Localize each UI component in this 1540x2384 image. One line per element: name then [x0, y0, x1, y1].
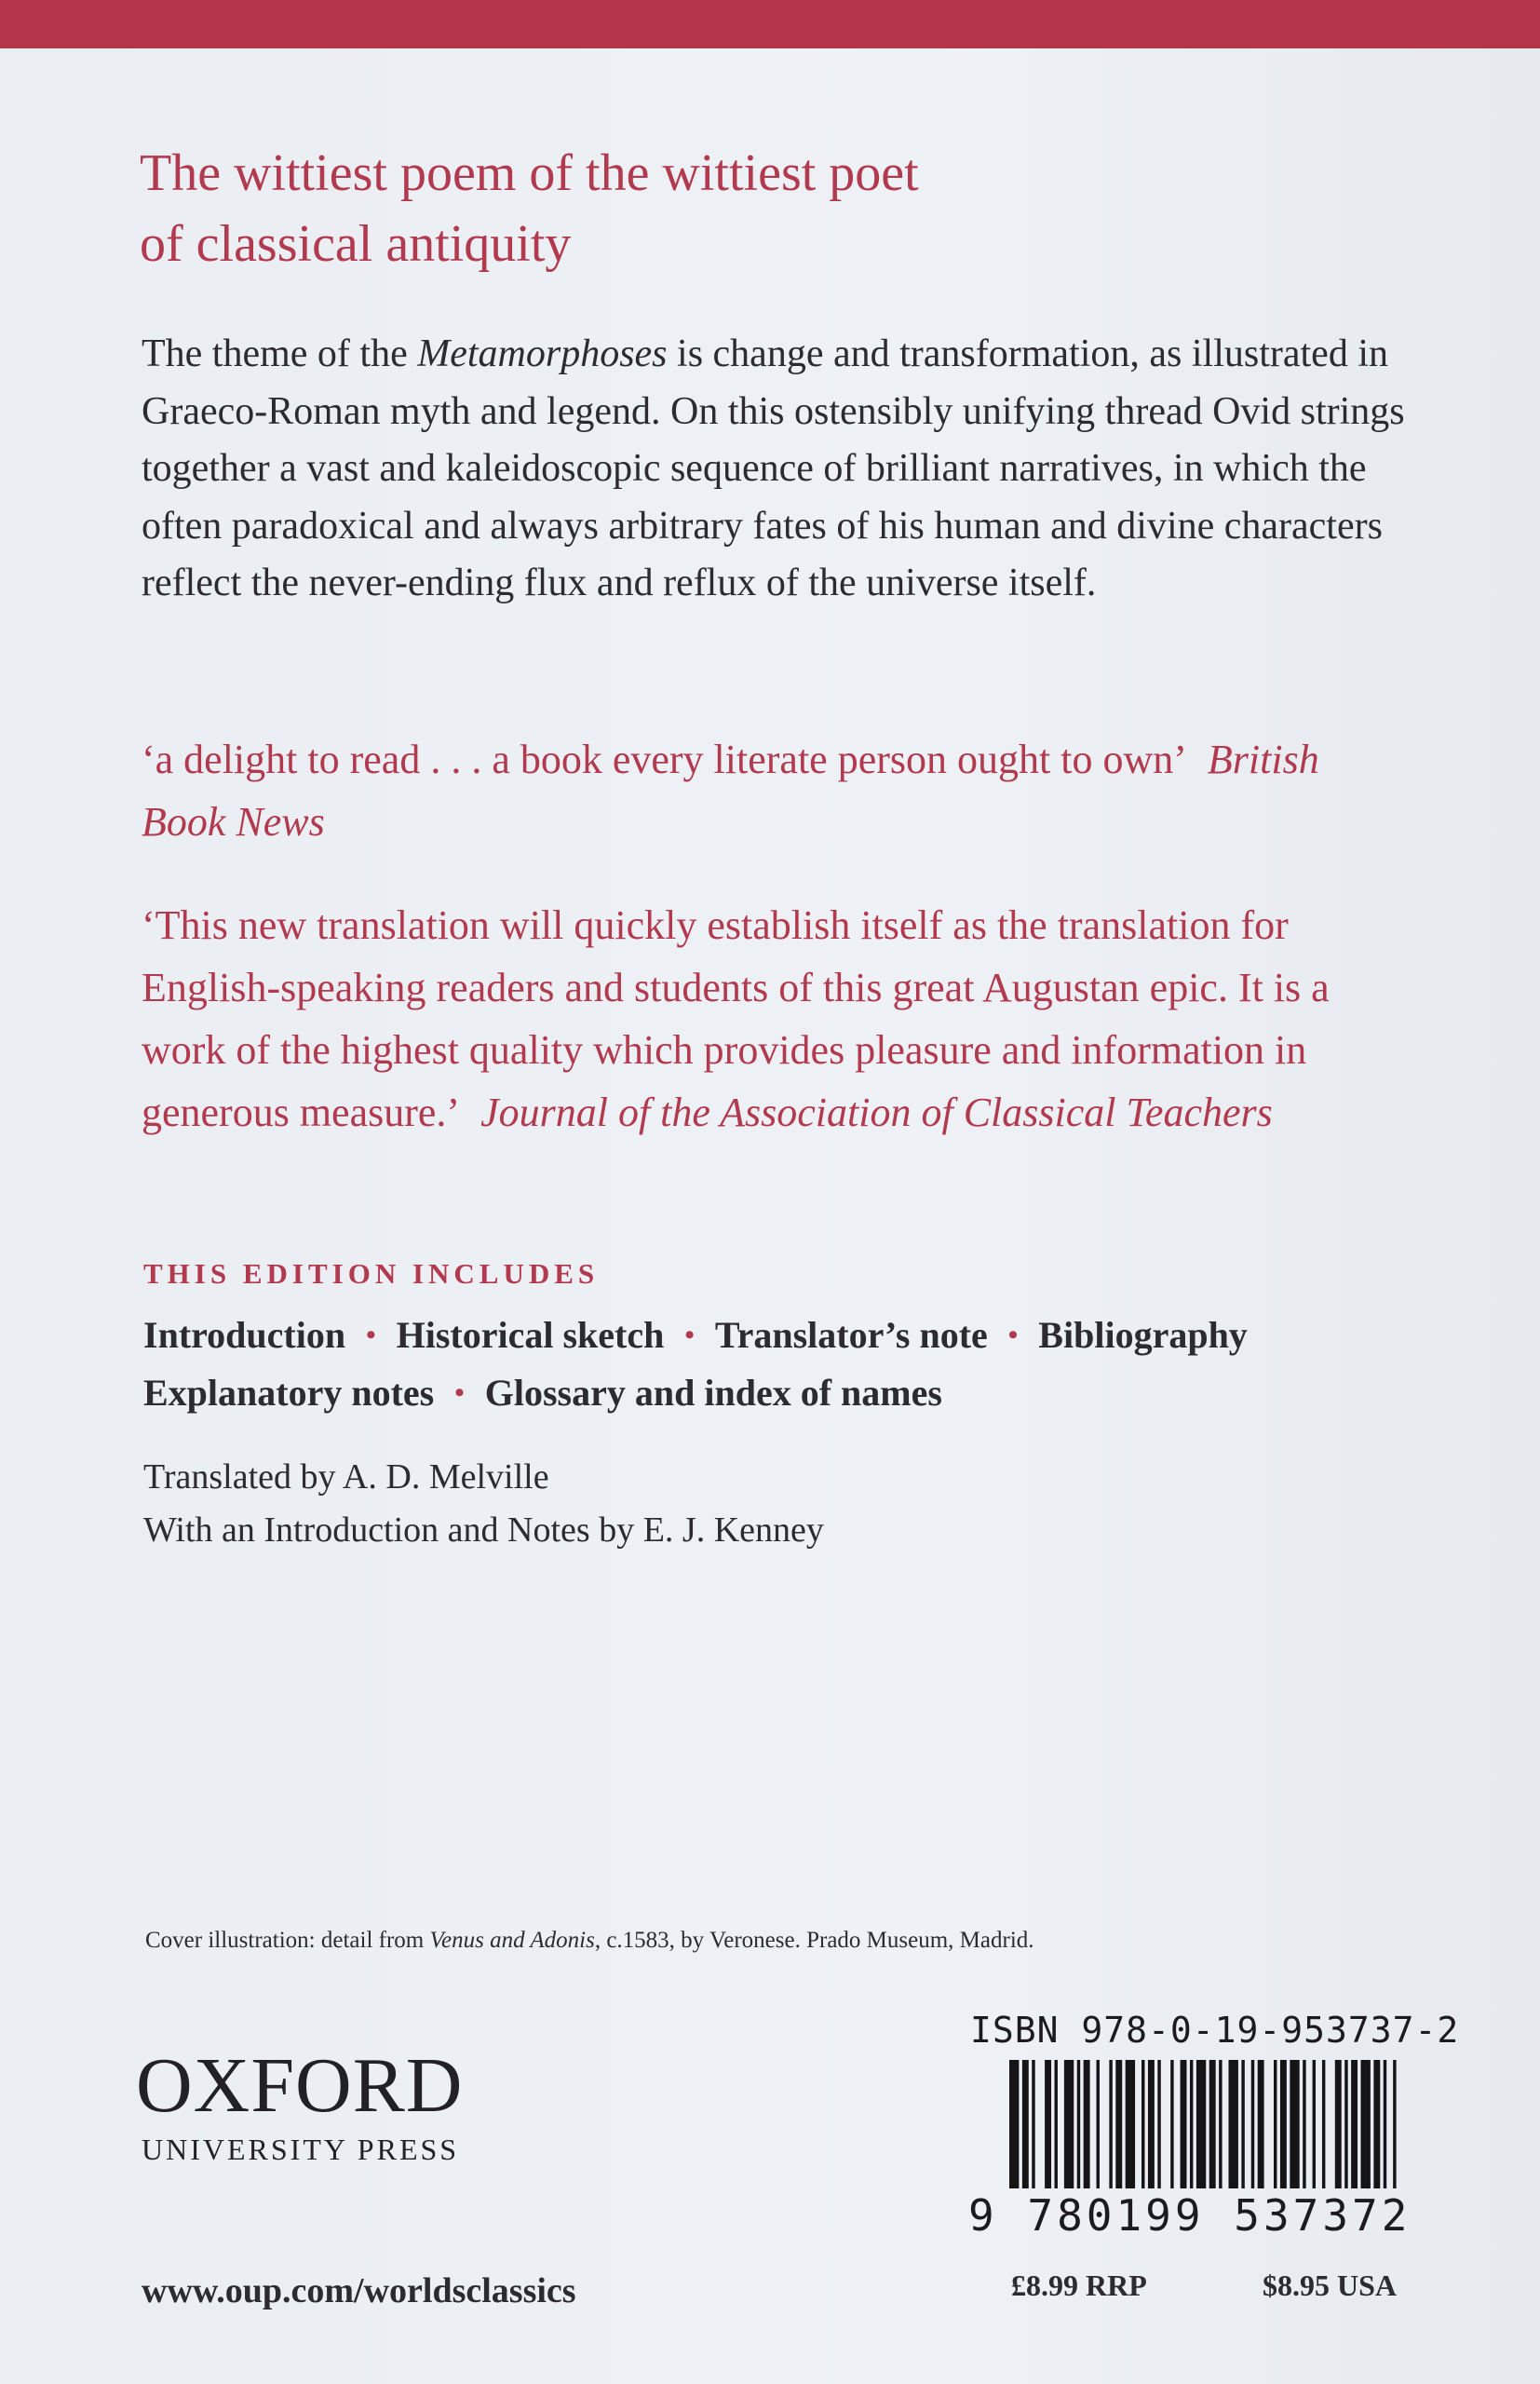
headline [140, 138, 1350, 279]
barcode-bar [1045, 2060, 1051, 2188]
barcode-bar [1384, 2060, 1386, 2188]
barcode-bar [1209, 2060, 1216, 2188]
barcode-bar [1022, 2060, 1029, 2188]
barcode-bar [1190, 2060, 1193, 2188]
barcode-bar [1303, 2060, 1305, 2188]
barcode-bar [1157, 2060, 1160, 2188]
barcode-bar [1054, 2060, 1057, 2188]
barcode-bar [1077, 2060, 1080, 2188]
barcode-bar [1219, 2060, 1222, 2188]
cover-credit-prefix: Cover illustration: detail from [145, 1928, 430, 1953]
painting-title: Venus and Adonis [429, 1928, 595, 1953]
barcode-bar [1181, 2060, 1187, 2188]
barcode-bar [1251, 2060, 1254, 2188]
introduction-credit: With an Introduction and Notes by E. J. Kenney [143, 1510, 824, 1550]
isbn-label: ISBN 978-0-19-953737-2 [970, 2010, 1460, 2051]
include-item: Translator’s note [714, 1314, 988, 1356]
barcode-bar [1196, 2060, 1206, 2188]
barcode-bar [1009, 2060, 1019, 2188]
edition-includes-list [143, 1308, 1428, 1424]
barcode-digits: 9 780199 537372 [968, 2190, 1412, 2241]
barcode-bar [1032, 2060, 1034, 2188]
quote-text: ‘a delight to read . . . a book every literate person ought to own’ [142, 737, 1187, 782]
barcode-bar [1393, 2060, 1396, 2188]
blurb-intro: The theme of the [142, 332, 418, 375]
credits [143, 1451, 1354, 1557]
barcode-bar [1280, 2060, 1287, 2188]
barcode-bar [1109, 2060, 1112, 2188]
barcode-bar [1115, 2060, 1122, 2188]
blurb-body: is change and transformation, as illustrated in Graeco-Roman myth and legend. On this ostensibly unifying thread Ovid strings together a vast and kaleidoscopic sequence of brilliant narratives, in which the often paradoxical and always arbitrary fates of his human and divine characters reflect the never-ending flux and reflux of the universe itself. [142, 332, 1405, 604]
barcode-bar [1097, 2060, 1100, 2188]
review-quote [142, 728, 1352, 853]
barcode-bar [1141, 2060, 1144, 2188]
bullet-icon: • [454, 1377, 465, 1408]
barcode-bar [1064, 2060, 1074, 2188]
barcode-bar [1373, 2060, 1380, 2188]
cover-credit-suffix: , c.1583, by Veronese. Prado Museum, Madrid. [594, 1928, 1034, 1953]
barcode-bar [1313, 2060, 1316, 2188]
oxford-logo: OXFORD [136, 2042, 464, 2129]
barcode-bar [1322, 2060, 1325, 2188]
barcode-bar [1258, 2060, 1264, 2188]
description-paragraph [142, 326, 1426, 613]
price-usd: $8.95 USA [1263, 2269, 1398, 2302]
oxford-logo-subtitle: UNIVERSITY PRESS [142, 2133, 460, 2166]
price-gbp: £8.99 RRP [1011, 2269, 1147, 2302]
barcode-bar [1084, 2060, 1090, 2188]
barcode-bar [1241, 2060, 1244, 2188]
barcode-bar [1126, 2060, 1135, 2188]
publisher-url: www.oup.com/worldsclassics [142, 2271, 576, 2310]
top-color-band [0, 0, 1540, 48]
cover-illustration-credit [145, 1928, 1356, 1954]
barcode-bar [1148, 2060, 1155, 2188]
review-quote [142, 894, 1352, 1144]
headline-line-2: of classical antiquity [140, 215, 572, 273]
include-item: Historical sketch [396, 1314, 665, 1356]
include-item: Glossary and index of names [484, 1372, 942, 1414]
include-item: Introduction [143, 1314, 346, 1356]
headline-line-1: The wittiest poem of the wittiest poet [140, 144, 919, 202]
barcode-bar [1290, 2060, 1299, 2188]
barcode-bar [1351, 2060, 1358, 2188]
include-item: Bibliography [1038, 1314, 1248, 1356]
barcode-bar [1170, 2060, 1173, 2188]
translator-credit: Translated by A. D. Melville [143, 1457, 549, 1497]
barcode-bar [1229, 2060, 1238, 2188]
blurb-book-title: Metamorphoses [417, 332, 668, 375]
bullet-icon: • [366, 1320, 376, 1350]
barcode-bar [1361, 2060, 1371, 2188]
barcode-bar [1274, 2060, 1277, 2188]
quote-source: British Book News [142, 737, 1319, 845]
bullet-icon: • [684, 1320, 695, 1350]
quote-source: Journal of the Association of Classical Teachers [480, 1090, 1273, 1135]
quote-text: ‘This new translation will quickly establish itself as the translation for English-speaking readers and students of this great Augustan epic. It is a work of the highest quality which provides pleasure and information in generous measure.’ [142, 902, 1330, 1135]
include-item: Explanatory notes [143, 1372, 435, 1414]
edition-includes-heading: THIS EDITION INCLUDES [143, 1257, 600, 1290]
barcode-bar [1335, 2060, 1342, 2188]
bullet-icon: • [1007, 1320, 1019, 1350]
barcode-bar [1344, 2060, 1347, 2188]
barcode-icon [1009, 2060, 1406, 2188]
